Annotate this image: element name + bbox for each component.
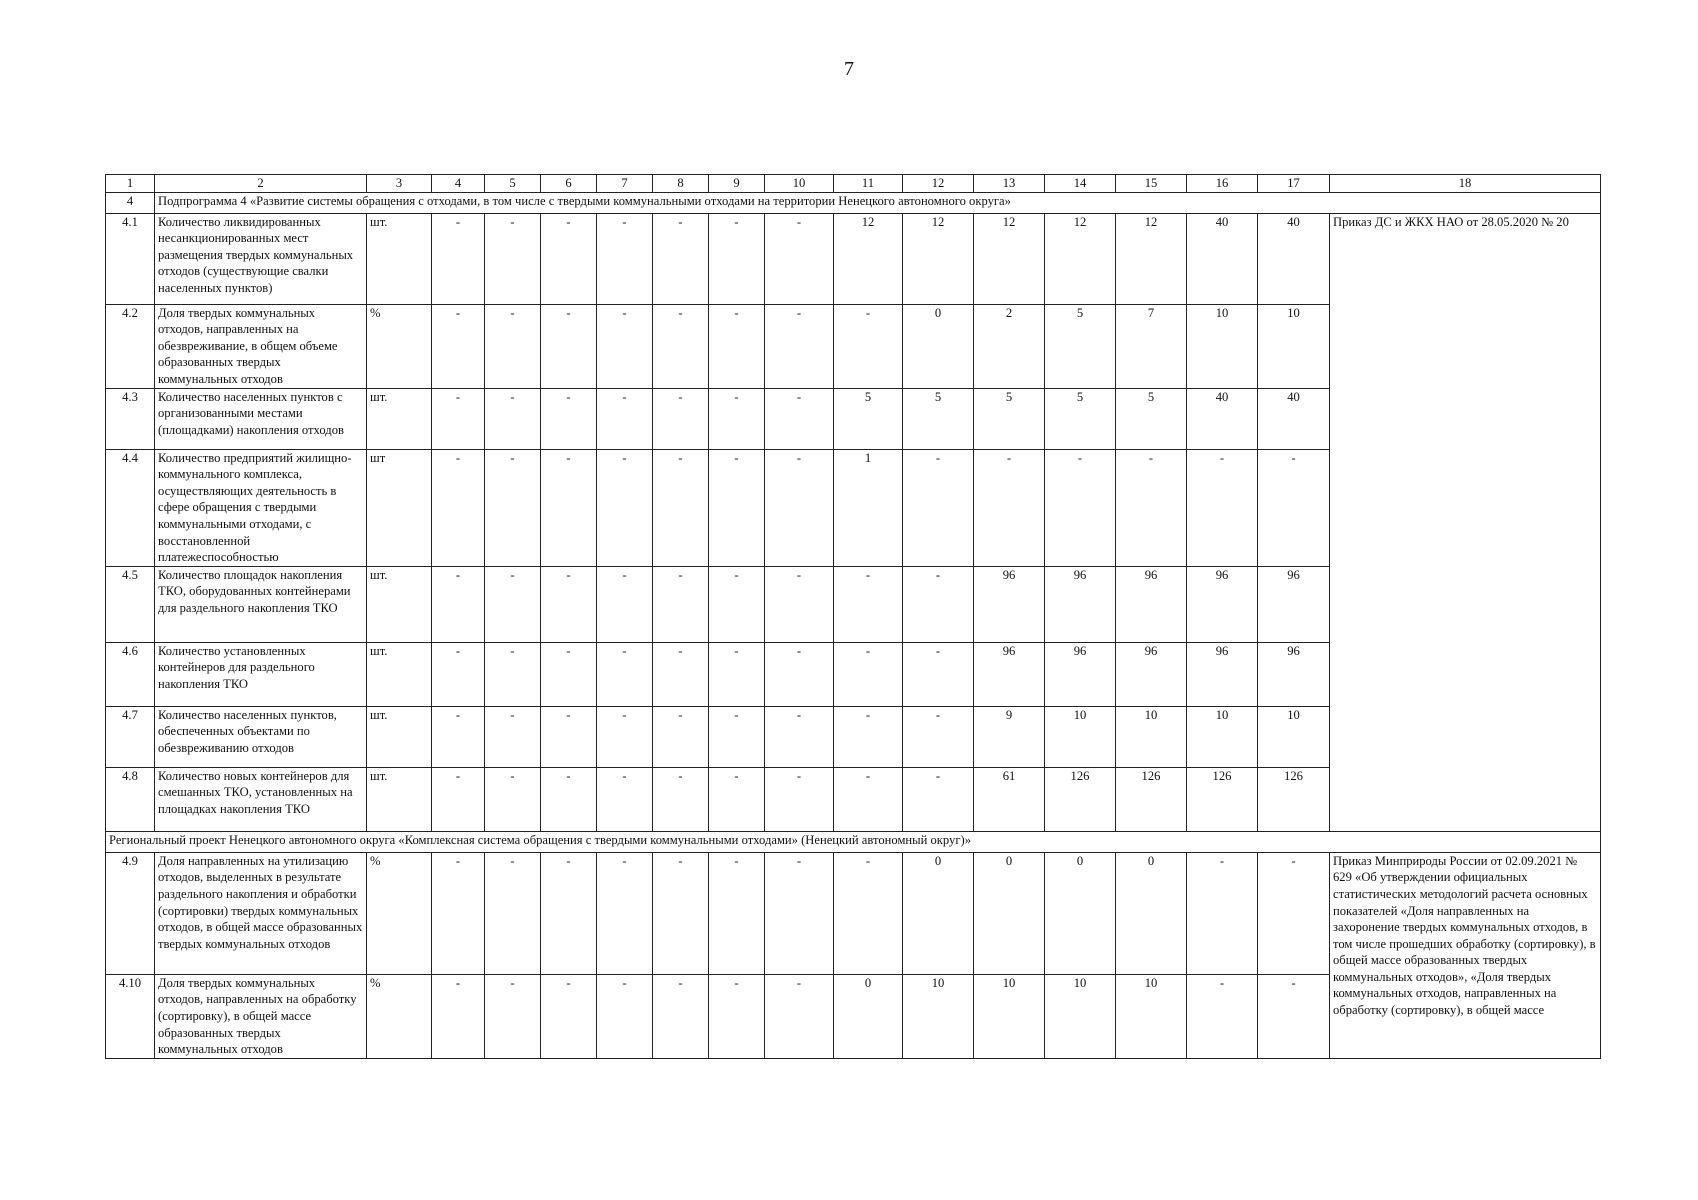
value-cell: -: [432, 642, 485, 706]
value-cell: 96: [1116, 642, 1187, 706]
unit: шт: [367, 449, 432, 566]
indicator-name: Количество новых контейнеров для смешанных ТКО, установленных на площадках накопления ТКО: [155, 767, 367, 831]
value-cell: -: [834, 566, 903, 642]
value-cell: -: [541, 974, 597, 1058]
value-cell: 96: [974, 642, 1045, 706]
value-cell: 40: [1187, 388, 1258, 449]
value-cell: -: [834, 706, 903, 767]
column-header: 10: [765, 175, 834, 193]
indicator-name: Количество ликвидированных несанкционированных мест размещения твердых коммунальных отходов (существующие свалки населенных пунктов): [155, 213, 367, 304]
indicator-name: Количество предприятий жилищно-коммунального комплекса, осуществляющих деятельность в сфере обращения с твердыми коммунальными отходами, с восстановленной платежеспособностью: [155, 449, 367, 566]
value-cell: -: [765, 852, 834, 974]
column-header: 3: [367, 175, 432, 193]
value-cell: 96: [1187, 642, 1258, 706]
subprogram-title: Подпрограмма 4 «Развитие системы обращения с отходами, в том числе с твердыми коммунальными отходами на территории Ненецкого автономного округа»: [155, 192, 1601, 213]
column-header: 18: [1330, 175, 1601, 193]
value-cell: 0: [1116, 852, 1187, 974]
unit: шт.: [367, 388, 432, 449]
value-cell: 40: [1258, 213, 1330, 304]
value-cell: -: [597, 566, 653, 642]
value-cell: -: [653, 213, 709, 304]
value-cell: 0: [903, 852, 974, 974]
value-cell: -: [834, 767, 903, 831]
value-cell: -: [653, 767, 709, 831]
page-number: 7: [844, 58, 854, 80]
column-header: 7: [597, 175, 653, 193]
value-cell: 0: [974, 852, 1045, 974]
indicators-table: [105, 174, 1601, 1059]
value-cell: -: [709, 974, 765, 1058]
value-cell: -: [653, 852, 709, 974]
value-cell: 96: [1187, 566, 1258, 642]
unit: шт.: [367, 767, 432, 831]
unit: %: [367, 974, 432, 1058]
value-cell: -: [485, 852, 541, 974]
value-cell: -: [653, 388, 709, 449]
column-header: 13: [974, 175, 1045, 193]
subprogram-number: 4: [106, 192, 155, 213]
value-cell: 5: [974, 388, 1045, 449]
value-cell: -: [709, 767, 765, 831]
column-header: 11: [834, 175, 903, 193]
value-cell: -: [432, 974, 485, 1058]
value-cell: -: [709, 304, 765, 388]
value-cell: -: [541, 852, 597, 974]
unit: шт.: [367, 706, 432, 767]
value-cell: -: [709, 642, 765, 706]
unit: %: [367, 304, 432, 388]
indicator-number: 4.8: [106, 767, 155, 831]
value-cell: -: [765, 566, 834, 642]
value-cell: 7: [1116, 304, 1187, 388]
value-cell: -: [653, 304, 709, 388]
value-cell: -: [709, 566, 765, 642]
value-cell: 126: [1045, 767, 1116, 831]
value-cell: 61: [974, 767, 1045, 831]
value-cell: -: [765, 449, 834, 566]
subprogram-row: [106, 192, 1601, 213]
indicator-number: 4.1: [106, 213, 155, 304]
value-cell: -: [541, 213, 597, 304]
value-cell: -: [485, 767, 541, 831]
value-cell: -: [541, 304, 597, 388]
value-cell: -: [1187, 974, 1258, 1058]
value-cell: -: [765, 706, 834, 767]
value-cell: 10: [1187, 706, 1258, 767]
value-cell: -: [485, 566, 541, 642]
indicator-number: 4.2: [106, 304, 155, 388]
value-cell: 5: [1116, 388, 1187, 449]
column-header: 5: [485, 175, 541, 193]
value-cell: 0: [1045, 852, 1116, 974]
unit: шт.: [367, 566, 432, 642]
value-cell: -: [541, 388, 597, 449]
value-cell: 40: [1258, 388, 1330, 449]
value-cell: 9: [974, 706, 1045, 767]
value-cell: -: [903, 566, 974, 642]
value-cell: -: [653, 449, 709, 566]
value-cell: -: [432, 388, 485, 449]
value-cell: -: [709, 706, 765, 767]
value-cell: -: [597, 304, 653, 388]
value-cell: -: [432, 304, 485, 388]
value-cell: -: [1258, 852, 1330, 974]
column-header: 2: [155, 175, 367, 193]
value-cell: -: [834, 642, 903, 706]
value-cell: 2: [974, 304, 1045, 388]
value-cell: -: [709, 213, 765, 304]
value-cell: 10: [1258, 706, 1330, 767]
value-cell: 5: [903, 388, 974, 449]
value-cell: -: [653, 974, 709, 1058]
value-cell: -: [653, 566, 709, 642]
value-cell: -: [903, 767, 974, 831]
value-cell: -: [597, 852, 653, 974]
value-cell: -: [432, 767, 485, 831]
value-cell: 126: [1258, 767, 1330, 831]
value-cell: -: [765, 304, 834, 388]
indicator-name: Количество площадок накопления ТКО, оборудованных контейнерами для раздельного накопления ТКО: [155, 566, 367, 642]
value-cell: 12: [974, 213, 1045, 304]
value-cell: 5: [1045, 388, 1116, 449]
value-cell: 126: [1187, 767, 1258, 831]
header-row: [106, 175, 1601, 193]
value-cell: -: [653, 642, 709, 706]
value-cell: -: [597, 642, 653, 706]
value-cell: -: [974, 449, 1045, 566]
value-cell: -: [541, 706, 597, 767]
value-cell: 10: [1045, 974, 1116, 1058]
value-cell: -: [653, 706, 709, 767]
indicator-number: 4.7: [106, 706, 155, 767]
column-header: 16: [1187, 175, 1258, 193]
value-cell: -: [541, 642, 597, 706]
value-cell: -: [485, 706, 541, 767]
value-cell: 12: [1045, 213, 1116, 304]
value-cell: -: [1187, 449, 1258, 566]
column-header: 6: [541, 175, 597, 193]
regional-project-row: [106, 831, 1601, 852]
value-cell: 12: [1116, 213, 1187, 304]
value-cell: -: [485, 974, 541, 1058]
value-cell: -: [709, 852, 765, 974]
indicator-number: 4.5: [106, 566, 155, 642]
value-cell: 10: [974, 974, 1045, 1058]
value-cell: -: [597, 767, 653, 831]
value-cell: 96: [1116, 566, 1187, 642]
value-cell: -: [1116, 449, 1187, 566]
value-cell: 0: [834, 974, 903, 1058]
value-cell: -: [432, 706, 485, 767]
value-cell: -: [597, 706, 653, 767]
value-cell: -: [485, 449, 541, 566]
value-cell: 126: [1116, 767, 1187, 831]
column-header: 14: [1045, 175, 1116, 193]
column-header: 17: [1258, 175, 1330, 193]
value-cell: -: [485, 304, 541, 388]
regional-project-title: Региональный проект Ненецкого автономного округа «Комплексная система обращения с твердыми коммунальными отходами» (Ненецкий автономный округ)»: [106, 831, 1601, 852]
value-cell: 10: [1116, 706, 1187, 767]
indicator-number: 4.9: [106, 852, 155, 974]
unit: %: [367, 852, 432, 974]
value-cell: -: [765, 767, 834, 831]
source-document: Приказ ДС и ЖКХ НАО от 28.05.2020 № 20: [1330, 213, 1601, 831]
value-cell: -: [541, 566, 597, 642]
indicator-number: 4.4: [106, 449, 155, 566]
value-cell: 10: [1045, 706, 1116, 767]
value-cell: 10: [1187, 304, 1258, 388]
column-header: 1: [106, 175, 155, 193]
unit: шт.: [367, 213, 432, 304]
value-cell: -: [541, 767, 597, 831]
indicator-name: Количество установленных контейнеров для раздельного накопления ТКО: [155, 642, 367, 706]
column-header: 9: [709, 175, 765, 193]
table-row: [106, 852, 1601, 974]
value-cell: 96: [1045, 566, 1116, 642]
value-cell: -: [485, 213, 541, 304]
value-cell: -: [834, 852, 903, 974]
value-cell: -: [432, 566, 485, 642]
value-cell: 10: [1116, 974, 1187, 1058]
value-cell: -: [709, 449, 765, 566]
source-document: Приказ Минприроды России от 02.09.2021 № 629 «Об утверждении официальных статистических методологий расчета основных показателей «Доля направленных на захоронение твердых коммунальных отходов, в том числе прошедших обработку (сортировку), в общей массе образованных твердых коммунальных отходов», «Доля твердых коммунальных отходов, направленных на обработку (сортировку), в общей массе: [1330, 852, 1601, 1058]
value-cell: -: [903, 642, 974, 706]
value-cell: 5: [1045, 304, 1116, 388]
value-cell: 96: [1258, 642, 1330, 706]
column-header: 4: [432, 175, 485, 193]
value-cell: 96: [1258, 566, 1330, 642]
value-cell: -: [597, 449, 653, 566]
value-cell: -: [432, 852, 485, 974]
value-cell: 5: [834, 388, 903, 449]
indicator-number: 4.10: [106, 974, 155, 1058]
value-cell: -: [485, 642, 541, 706]
value-cell: 0: [903, 304, 974, 388]
column-header: 15: [1116, 175, 1187, 193]
value-cell: -: [1258, 974, 1330, 1058]
value-cell: -: [765, 642, 834, 706]
value-cell: 1: [834, 449, 903, 566]
value-cell: -: [765, 388, 834, 449]
indicator-number: 4.6: [106, 642, 155, 706]
column-header: 12: [903, 175, 974, 193]
value-cell: -: [765, 213, 834, 304]
value-cell: -: [597, 213, 653, 304]
table-row: [106, 213, 1601, 304]
value-cell: -: [1187, 852, 1258, 974]
value-cell: 96: [1045, 642, 1116, 706]
indicator-number: 4.3: [106, 388, 155, 449]
value-cell: 40: [1187, 213, 1258, 304]
indicator-name: Количество населенных пунктов, обеспеченных объектами по обезвреживанию отходов: [155, 706, 367, 767]
unit: шт.: [367, 642, 432, 706]
value-cell: -: [1258, 449, 1330, 566]
value-cell: 12: [903, 213, 974, 304]
value-cell: 12: [834, 213, 903, 304]
indicator-name: Доля твердых коммунальных отходов, направленных на обработку (сортировку), в общей массе образованных твердых коммунальных отходов: [155, 974, 367, 1058]
value-cell: -: [834, 304, 903, 388]
indicator-name: Доля направленных на утилизацию отходов, выделенных в результате раздельного накопления и обработки (сортировки) твердых коммунальных отходов, в общей массе образованных твердых коммунальных отходов: [155, 852, 367, 974]
value-cell: -: [903, 706, 974, 767]
column-header: 8: [653, 175, 709, 193]
indicator-name: Доля твердых коммунальных отходов, направленных на обезвреживание, в общем объеме образованных твердых коммунальных отходов: [155, 304, 367, 388]
value-cell: -: [1045, 449, 1116, 566]
value-cell: -: [597, 974, 653, 1058]
value-cell: -: [485, 388, 541, 449]
value-cell: -: [903, 449, 974, 566]
value-cell: 96: [974, 566, 1045, 642]
value-cell: -: [597, 388, 653, 449]
value-cell: -: [432, 449, 485, 566]
value-cell: 10: [903, 974, 974, 1058]
value-cell: -: [765, 974, 834, 1058]
value-cell: -: [541, 449, 597, 566]
value-cell: 10: [1258, 304, 1330, 388]
indicator-name: Количество населенных пунктов с организованными местами (площадками) накопления отходов: [155, 388, 367, 449]
value-cell: -: [432, 213, 485, 304]
value-cell: -: [709, 388, 765, 449]
